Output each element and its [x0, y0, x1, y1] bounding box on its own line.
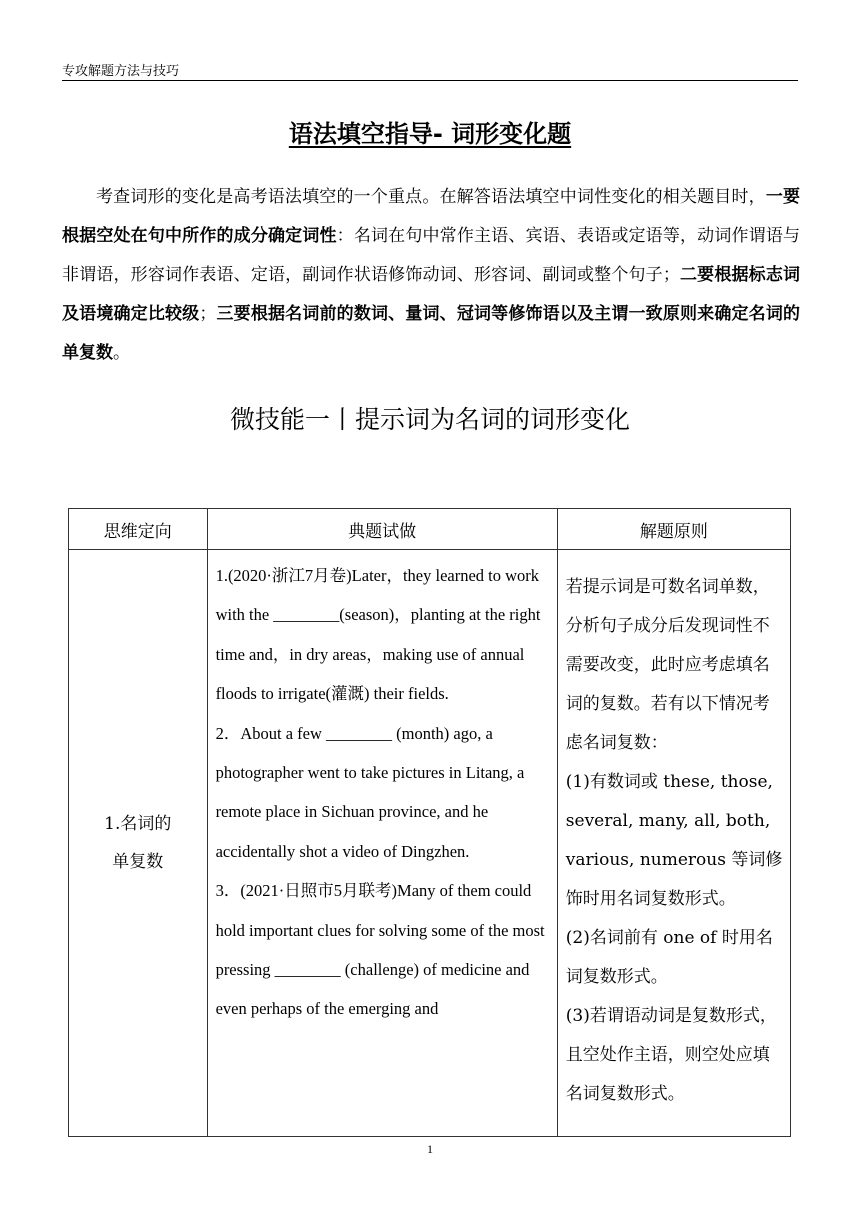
- questions-cell: [207, 550, 557, 1137]
- header-rule: [62, 80, 798, 81]
- intro-paragraph: [62, 178, 800, 373]
- question-item: 1.(2020·浙江7月卷)Later，they learned to work with the ________(season)，planting at the right time and，in dry areas，making use of annual floods to irrigate(灌溉) their fields.: [215, 566, 541, 704]
- category-line: 1.名词的: [104, 814, 172, 834]
- page-title-text: 语法填空指导- 词形变化题: [288, 120, 572, 148]
- skills-table: [68, 508, 791, 1137]
- table-header-cell: 典题试做: [207, 509, 557, 550]
- page-title: [0, 114, 860, 149]
- principle-item: (2)名词前有 one of 时用名词复数形式。: [565, 928, 773, 987]
- header-label: 专攻解题方法与技巧: [62, 64, 180, 79]
- question-item: 3．(2021·日照市5月联考)Many of them could hold important clues for solving some of the most pressing ________ (challenge) of medicine and even perhaps of the emerging and: [215, 881, 545, 1019]
- principle-item: (3)若谓语动词是复数形式，且空处作主语，则空处应填名词复数形式。: [565, 1006, 777, 1104]
- intro-bold2: 二要根据标志词及语境确定比较级: [62, 265, 801, 324]
- principle-item: 若提示词是可数名词单数，分析句子成分后发现词性不需要改变，此时应考虑填名词的复数。若有以下情况考虑名词复数：: [565, 577, 770, 753]
- table-header-cell: 思维定向: [69, 509, 208, 550]
- category-line: 单复数: [112, 852, 164, 872]
- principles-cell: [557, 550, 790, 1137]
- intro-part3: ；: [199, 304, 217, 324]
- table-header-row: [69, 509, 791, 550]
- table-header-cell: 解题原则: [557, 509, 790, 550]
- principle-item: (1)有数词或 these, those, several, many, all, both, various, numerous 等词修饰时用名词复数形式。: [565, 772, 783, 909]
- section-title: 微技能一丨提示词为名词的词形变化: [229, 405, 630, 434]
- intro-part4: 。: [113, 343, 130, 363]
- intro-bold3: 三要根据名词前的数词、量词、冠词等修饰语以及主谓一致原则来确定名词的单复数: [62, 304, 801, 363]
- intro-part2: ：名词在句中常作主语、宾语、表语或定语等，动词作谓语与非谓语，形容词作表语、定语，副词作状语修饰动词、形容词、副词或整个句子；: [62, 226, 801, 285]
- intro-bold1: 一要根据空处在句中所作的成分确定词性: [62, 187, 801, 246]
- intro-part1: 考查词形的变化是高考语法填空的一个重点。在解答语法填空中词性变化的相关题目时，: [96, 187, 766, 207]
- table-row: [69, 550, 791, 1137]
- category-cell: [69, 550, 208, 1137]
- page-number: 1: [427, 1142, 433, 1156]
- question-item: 2．About a few ________ (month) ago, a photographer went to take pictures in Litang, a remote place in Sichuan province, and he accidentally shot a video of Dingzhen.: [215, 723, 525, 861]
